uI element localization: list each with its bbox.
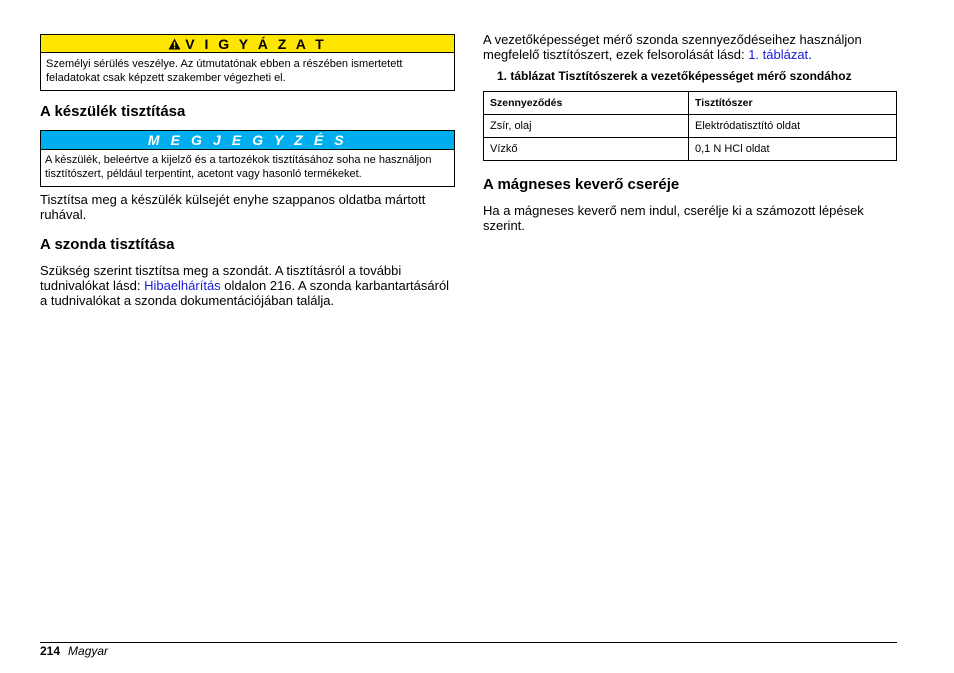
device-cleaning-paragraph: Tisztítsa meg a készülék külsejét enyhe szappanos oldatba mártott ruhával. bbox=[40, 192, 426, 222]
stirrer-paragraph: Ha a mágneses keverő nem indul, cserélje ki a számozott lépések szerint. bbox=[483, 203, 864, 233]
warning-text: Személyi sérülés veszélye. Az útmutatónak ebben a részében ismertetett feladatokat csak képzett szakember végezheti el. bbox=[46, 58, 403, 84]
table-1-link[interactable]: 1. táblázat bbox=[748, 47, 809, 62]
right-column bbox=[483, 32, 897, 233]
warning-box bbox=[40, 34, 455, 91]
left-column bbox=[40, 34, 455, 308]
footer-divider bbox=[40, 642, 897, 643]
table-cell: Zsír, olaj bbox=[484, 115, 689, 138]
heading-stirrer-replacement: A mágneses keverő cseréje bbox=[483, 176, 680, 193]
intro-text-after: . bbox=[808, 47, 812, 62]
table-header-row bbox=[484, 92, 897, 115]
troubleshooting-link[interactable]: Hibaelhárítás bbox=[144, 278, 221, 293]
table-header-contaminant: Szennyeződés bbox=[484, 92, 689, 115]
heading-device-cleaning: A készülék tisztítása bbox=[40, 103, 186, 120]
warning-triangle-icon bbox=[168, 38, 181, 50]
note-text: A készülék, beleértve a kijelző és a tartozékok tisztításához soha ne használjon tisztítószert, például terpentint, acetont vagy hasonló termékeket. bbox=[45, 154, 432, 180]
note-box bbox=[40, 130, 455, 187]
table-caption: 1. táblázat Tisztítószerek a vezetőképességet mérő szondához bbox=[497, 69, 852, 83]
cleaning-agents-table bbox=[483, 91, 897, 161]
heading-probe-cleaning: A szonda tisztítása bbox=[40, 236, 175, 253]
table-row bbox=[484, 115, 897, 138]
probe-text-before: Szükség szerint tisztítsa meg a szondát. A tisztításról a további tudnivalókat lásd: bbox=[40, 263, 402, 293]
table-intro-paragraph bbox=[483, 32, 897, 62]
probe-cleaning-paragraph bbox=[40, 263, 455, 308]
table-cell: Vízkő bbox=[484, 138, 689, 161]
intro-text-before: A vezetőképességet mérő szonda szennyeződéseihez használjon megfelelő tisztítószert, ezek felsorolását lásd: bbox=[483, 32, 862, 62]
probe-text-after: oldalon 216. A szonda karbantartásáról a tudnivalókat a szonda dokumentációjában találja. bbox=[40, 278, 450, 308]
warning-title: V I G Y Á Z A T bbox=[185, 35, 327, 52]
footer-language: Magyar bbox=[68, 644, 109, 658]
table-cell: Elektródatisztító oldat bbox=[689, 115, 897, 138]
table-cell: 0,1 N HCl oldat bbox=[689, 138, 897, 161]
page-number: 214 bbox=[40, 644, 61, 658]
table-header-cleaner: Tisztítószer bbox=[689, 92, 897, 115]
page-footer bbox=[40, 644, 108, 658]
note-header: M E G J E G Y Z É S bbox=[41, 131, 454, 150]
warning-header bbox=[41, 35, 454, 53]
table-row bbox=[484, 138, 897, 161]
